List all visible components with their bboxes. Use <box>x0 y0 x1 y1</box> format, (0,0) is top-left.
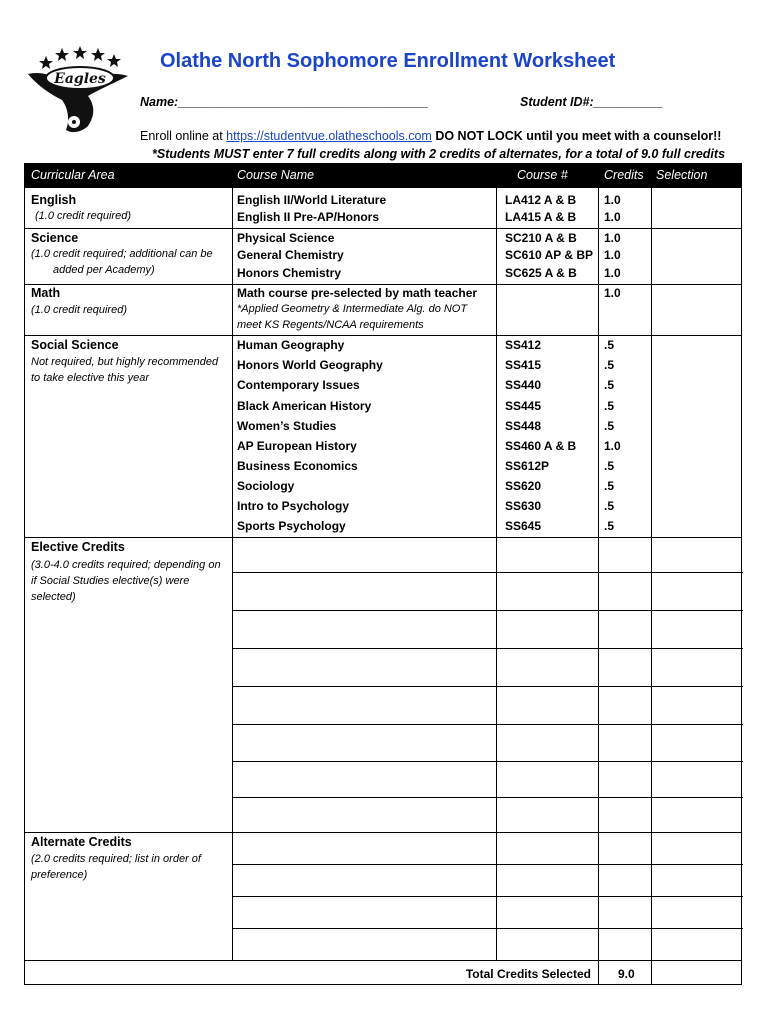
course-name: English II Pre-AP/Honors <box>237 210 380 224</box>
course-credits: .5 <box>604 479 615 493</box>
course-credits: .5 <box>604 459 615 473</box>
course-name: AP European History <box>237 439 357 453</box>
course-name: Honors Chemistry <box>237 266 342 280</box>
course-number: SC625 A & B <box>505 266 577 280</box>
course-credits: .5 <box>604 399 615 413</box>
course-name: Math course pre-selected by math teacher <box>237 286 478 300</box>
area-science-note-2: added per Academy) <box>53 264 155 276</box>
math-course-note: *Applied Geometry & Intermediate Alg. do NOT <box>237 303 468 315</box>
course-credits: .5 <box>604 378 615 392</box>
course-credits: 1.0 <box>604 210 621 224</box>
area-math-note: (1.0 credit required) <box>31 304 127 316</box>
col-course-number: Course # <box>517 168 568 182</box>
area-science-title: Science <box>31 231 79 245</box>
course-name: Intro to Psychology <box>237 499 350 513</box>
name-field[interactable]: Name:____________________________________ <box>140 95 429 109</box>
area-social-title: Social Science <box>31 338 119 352</box>
course-number: SS412 <box>505 338 542 352</box>
area-english-note: (1.0 credit required) <box>35 210 131 222</box>
course-number: SS445 <box>505 399 542 413</box>
area-alternate-note: (2.0 credits required; list in order of preference) <box>31 853 201 881</box>
course-credits: 1.0 <box>604 193 621 207</box>
math-course-note-2: meet KS Regents/NCAA requirements <box>237 319 424 331</box>
area-math-title: Math <box>31 286 61 300</box>
area-elective-note: (3.0-4.0 credits required; depending on if Social Studies elective(s) were selected) <box>31 559 221 603</box>
course-credits: .5 <box>604 519 615 533</box>
enroll-prefix: Enroll online at <box>140 129 227 143</box>
course-number: SS448 <box>505 419 542 433</box>
course-number: SS415 <box>505 358 542 372</box>
course-name: Honors World Geography <box>237 358 383 372</box>
star-icon <box>55 48 69 61</box>
course-name: Business Economics <box>237 459 358 473</box>
course-number: SC210 A & B <box>505 231 577 245</box>
page-title: Olathe North Sophomore Enrollment Worksheet <box>160 50 616 72</box>
course-number: LA415 A & B <box>505 210 577 224</box>
course-name: Women’s Studies <box>237 419 337 433</box>
svg-text:Eagles: Eagles <box>54 71 106 87</box>
star-icon <box>107 54 121 67</box>
course-credits: 1.0 <box>604 439 621 453</box>
course-number: SS440 <box>505 378 542 392</box>
total-credits-label: Total Credits Selected <box>465 967 591 981</box>
course-number: SS645 <box>505 519 542 533</box>
course-credits: 1.0 <box>604 286 621 300</box>
course-credits: 1.0 <box>604 248 621 262</box>
col-curricular-area: Curricular Area <box>31 168 115 182</box>
course-credits: .5 <box>604 358 615 372</box>
course-name: English II/World Literature <box>237 193 387 207</box>
star-icon <box>73 46 87 59</box>
area-science-note: (1.0 credit required; additional can be <box>31 248 213 260</box>
table-header <box>25 164 741 188</box>
credit-requirement-note: *Students MUST enter 7 full credits along with 2 credits of alternates, for a total of 9.0 full credits <box>152 147 726 161</box>
course-name: Contemporary Issues <box>237 378 360 392</box>
course-name: Sociology <box>237 479 295 493</box>
course-number: SC610 AP & BP <box>505 248 594 262</box>
course-credits: .5 <box>604 419 615 433</box>
enroll-warning: DO NOT LOCK until you meet with a counselor!! <box>431 129 722 143</box>
star-icon <box>91 48 105 61</box>
star-icon <box>39 56 53 69</box>
area-english-title: English <box>31 193 77 207</box>
course-number: LA412 A & B <box>505 193 577 207</box>
course-name: Physical Science <box>237 231 335 245</box>
area-elective-title: Elective Credits <box>31 540 125 554</box>
course-credits: 1.0 <box>604 231 621 245</box>
course-name: Sports Psychology <box>237 519 346 533</box>
course-credits: .5 <box>604 338 615 352</box>
course-name: General Chemistry <box>237 248 344 262</box>
course-credits: .5 <box>604 499 615 513</box>
enroll-instructions <box>140 129 721 143</box>
course-credits: 1.0 <box>604 266 621 280</box>
course-number: SS612P <box>505 459 550 473</box>
course-name: Human Geography <box>237 338 345 352</box>
course-number: SS630 <box>505 499 542 513</box>
course-name: Black American History <box>237 399 372 413</box>
total-credits-value: 9.0 <box>618 967 635 981</box>
area-social-note: Not required, but highly recommended to take elective this year <box>31 356 219 384</box>
eagles-logo <box>22 44 134 136</box>
enrollment-table <box>24 163 742 985</box>
course-number: SS460 A & B <box>505 439 577 453</box>
area-alternate-title: Alternate Credits <box>31 835 132 849</box>
col-selection: Selection <box>656 168 708 182</box>
col-course-name: Course Name <box>237 168 315 182</box>
studentvue-link[interactable]: https://studentvue.olatheschools.com <box>226 129 432 143</box>
course-number: SS620 <box>505 479 542 493</box>
student-id-field[interactable]: Student ID#:__________ <box>520 95 664 109</box>
col-credits: Credits <box>604 168 644 182</box>
